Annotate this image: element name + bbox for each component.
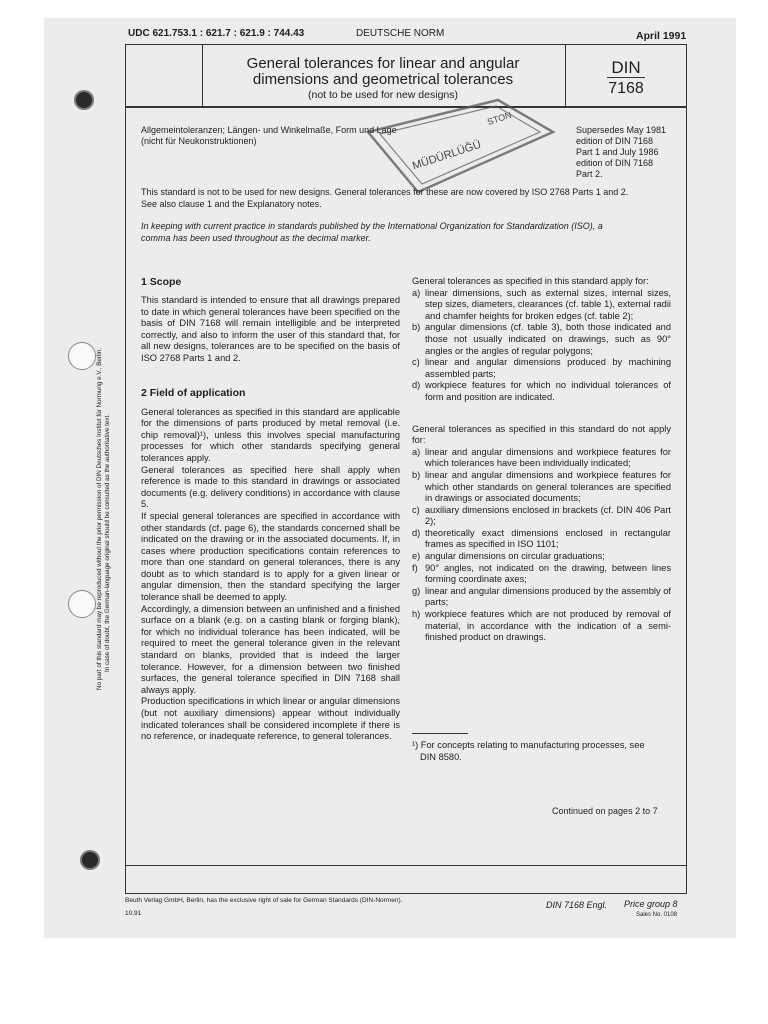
list-text: linear and angular dimensions and workpiece features for which tolerances have been individually indicated;: [425, 446, 671, 469]
footer-code: 10.91: [125, 910, 142, 917]
notapply-list-item: [412, 470, 671, 505]
binder-hole-top: [76, 92, 92, 108]
udc-code: UDC 621.753.1 : 621.7 : 621.9 : 744.43: [128, 28, 305, 39]
scope-text: This standard is intended to ensure that all drawings prepared to date in which general tolerances have been specified on the basis of DIN 7168 will remain intelligible and be interpreted correctly, and also to inform the user of this standard that, for all new designs, tolerances are to be specified on the basis of ISO 2768 Parts 1 and 2.: [141, 295, 400, 363]
supersedes-line: edition of DIN 7168: [576, 158, 654, 168]
notapply-list-item: [412, 447, 671, 470]
title-line2: dimensions and geometrical tolerances: [252, 71, 514, 88]
binder-ring-upper: [68, 342, 96, 370]
din-number: 7168: [608, 80, 644, 97]
list-text: linear and angular dimensions produced by the assembly of parts;: [425, 585, 671, 608]
notapply-list-item: [412, 528, 671, 551]
title-line1: General tolerances for linear and angular: [246, 55, 520, 72]
supersedes-line: Part 1 and July 1986: [576, 147, 659, 157]
list-label: d): [412, 527, 421, 538]
binder-ring-lower: [68, 590, 96, 618]
side-copyright-line1: No part of this standard may be reproduced without the prior permission of DIN Deutsches Institut für Normung e.V., Berlin.: [96, 347, 103, 690]
publisher-note: Beuth Verlag GmbH, Berlin, has the exclusive right of sale for German Standards (DIN-Normen).: [125, 897, 403, 904]
notapply-list-item: [412, 609, 671, 644]
notice-italic2: comma has been used throughout as the decimal marker.: [141, 233, 371, 243]
list-text: workpiece features which are not produced by removal of material, in accordance with the indication of a semi-finished product on drawings.: [425, 609, 671, 643]
list-label: a): [412, 287, 421, 298]
apply-list-item: [412, 288, 671, 323]
field-paragraph-3: If special general tolerances are specified in accordance with other standards (cf. page 6), the standards concerned shall be indicated on the drawing or in the associated documents. If, in cases where production specifications contain references to more than one standard on general tolerances, there is any doubt as to which standard is to apply for a given linear or angular dimension, then the standard specifying the larger tolerance shall be deemed to apply.: [141, 510, 400, 603]
apply-intro: General tolerances as specified in this standard apply for:: [412, 276, 649, 286]
notapply-list-item: [412, 586, 671, 609]
german-title-line2: (nicht für Neukonstruktionen): [141, 136, 257, 146]
apply-list-item: [412, 357, 671, 380]
list-label: c): [412, 504, 420, 515]
list-text: workpiece features for which no individual tolerances of form and position are indicated.: [425, 380, 671, 402]
title-box-left-rule: [202, 44, 203, 106]
stamp-text-main: MÜDÜRLÜĞÜ: [410, 138, 483, 173]
side-copyright-line2: In case of doubt, the German-language original should be consulted as the authoritative text.: [104, 414, 111, 672]
list-label: g): [412, 585, 421, 596]
right-column: [412, 276, 671, 644]
list-text: theoretically exact dimensions enclosed in rectangular frames as specified in ISO 1101;: [425, 527, 671, 550]
german-title-line1: Allgemeintoleranzen; Längen- und Winkelmaße, Form und Lage: [141, 125, 397, 135]
din-box: [590, 58, 662, 100]
list-text: linear and angular dimensions produced by machining assembled parts;: [425, 357, 671, 379]
apply-list-item: [412, 380, 671, 403]
list-label: b): [412, 469, 421, 480]
issue-date: April 1991: [636, 30, 687, 42]
din-label: DIN: [607, 58, 644, 78]
notice-block: [141, 186, 681, 244]
field-paragraph-4: Accordingly, a dimension between an unfinished and a finished surface on a blank (e.g. on a casting blank or forging blank), for which no individual tolerance has been indicated, will be required to meet the general tolerance given in the relevant standard on blanks, provided that is indeed the larger tolerance. However, for a dimension between two finished surfaces, the general tolerance specified in DIN 7168 shall always apply.: [141, 603, 400, 695]
field-heading: 2 Field of application: [141, 386, 246, 399]
list-label: a): [412, 446, 421, 457]
list-label: c): [412, 357, 420, 368]
binder-hole-bottom: [82, 852, 98, 868]
list-text: linear dimensions, such as external sizes, internal sizes, step sizes, diameters, clearances (cf. table 1), external radii and chamfer heights for broken edges (cf. table 2);: [425, 287, 671, 321]
supersedes-line: edition of DIN 7168: [576, 136, 654, 146]
list-label: f): [412, 562, 418, 573]
list-label: d): [412, 380, 421, 391]
left-column: [141, 276, 400, 743]
price-group: Price group 8: [624, 899, 678, 909]
apply-list-item: [412, 322, 671, 357]
footer-din-engl: DIN 7168 Engl.: [546, 900, 608, 910]
notice-line2: See also clause 1 and the Explanatory notes.: [141, 199, 322, 209]
list-text: auxiliary dimensions enclosed in brackets (cf. DIN 406 Part 2);: [425, 504, 671, 527]
stamp-text-side: STON: [486, 109, 513, 127]
footnote-rule: [412, 733, 468, 734]
german-title: [141, 125, 397, 147]
notapply-intro: General tolerances as specified in this standard do not apply for:: [412, 423, 671, 446]
field-paragraph-1: General tolerances as specified in this standard are applicable for the dimensions of parts produced by metal removal (i.e. chip removal)¹), unless this involves special manufacturing processes for which other standards specifying general tolerances apply.: [141, 406, 400, 463]
supersedes-line: Part 2.: [576, 169, 603, 179]
footer-divider: [125, 865, 687, 866]
field-paragraph-5: Production specifications in which linear or angular dimensions (but not auxiliary dimensions) appear without individually indicated tolerances shall be considered incomplete if there is no reference, or inadequate reference, to general tolerances.: [141, 696, 400, 742]
side-copyright-text: [96, 260, 112, 690]
list-text: angular dimensions (cf. table 3), both those indicated and those not usually indicated on drawings, such as 90° angles or the angles of regular polygons;: [425, 322, 671, 356]
footnote: [412, 740, 671, 763]
list-text: 90° angles, not indicated on the drawing, between lines forming coordinate axes;: [425, 562, 671, 585]
notice-italic1: In keeping with current practice in standards published by the International Organization for Standardization (ISO), a: [141, 221, 603, 231]
list-label: b): [412, 322, 421, 333]
supersedes-line: Supersedes May 1981: [576, 125, 667, 135]
footnote-line2: DIN 8580.: [420, 751, 462, 762]
title-subtitle: (not to be used for new designs): [307, 89, 458, 101]
field-paragraph-2: General tolerances as specified here shall apply when reference is made to this standard in drawings or associated documents (e.g. delivery conditions) in accordance with clause 5.: [141, 464, 400, 510]
norm-label: DEUTSCHE NORM: [356, 28, 445, 39]
list-label: h): [412, 609, 421, 620]
notice-line1: This standard is not to be used for new designs. General tolerances for these are now covered by ISO 2768 Parts 1 and 2.: [141, 187, 629, 197]
scope-heading: 1 Scope: [141, 276, 182, 288]
list-label: e): [412, 551, 421, 562]
sales-number: Sales No. 0108: [636, 912, 678, 918]
notapply-list-item: [412, 505, 671, 528]
notapply-list-item: [412, 551, 671, 563]
list-text: linear and angular dimensions and workpiece features for which other standards on general tolerances are specified in drawings or associated documents;: [425, 469, 671, 504]
list-text: angular dimensions on circular graduations;: [425, 551, 605, 562]
continued-note: Continued on pages 2 to 7: [552, 806, 658, 816]
supersedes-block: [576, 125, 666, 180]
footnote-line1: ¹) For concepts relating to manufacturing processes, see: [412, 740, 645, 750]
notapply-list-item: [412, 563, 671, 586]
